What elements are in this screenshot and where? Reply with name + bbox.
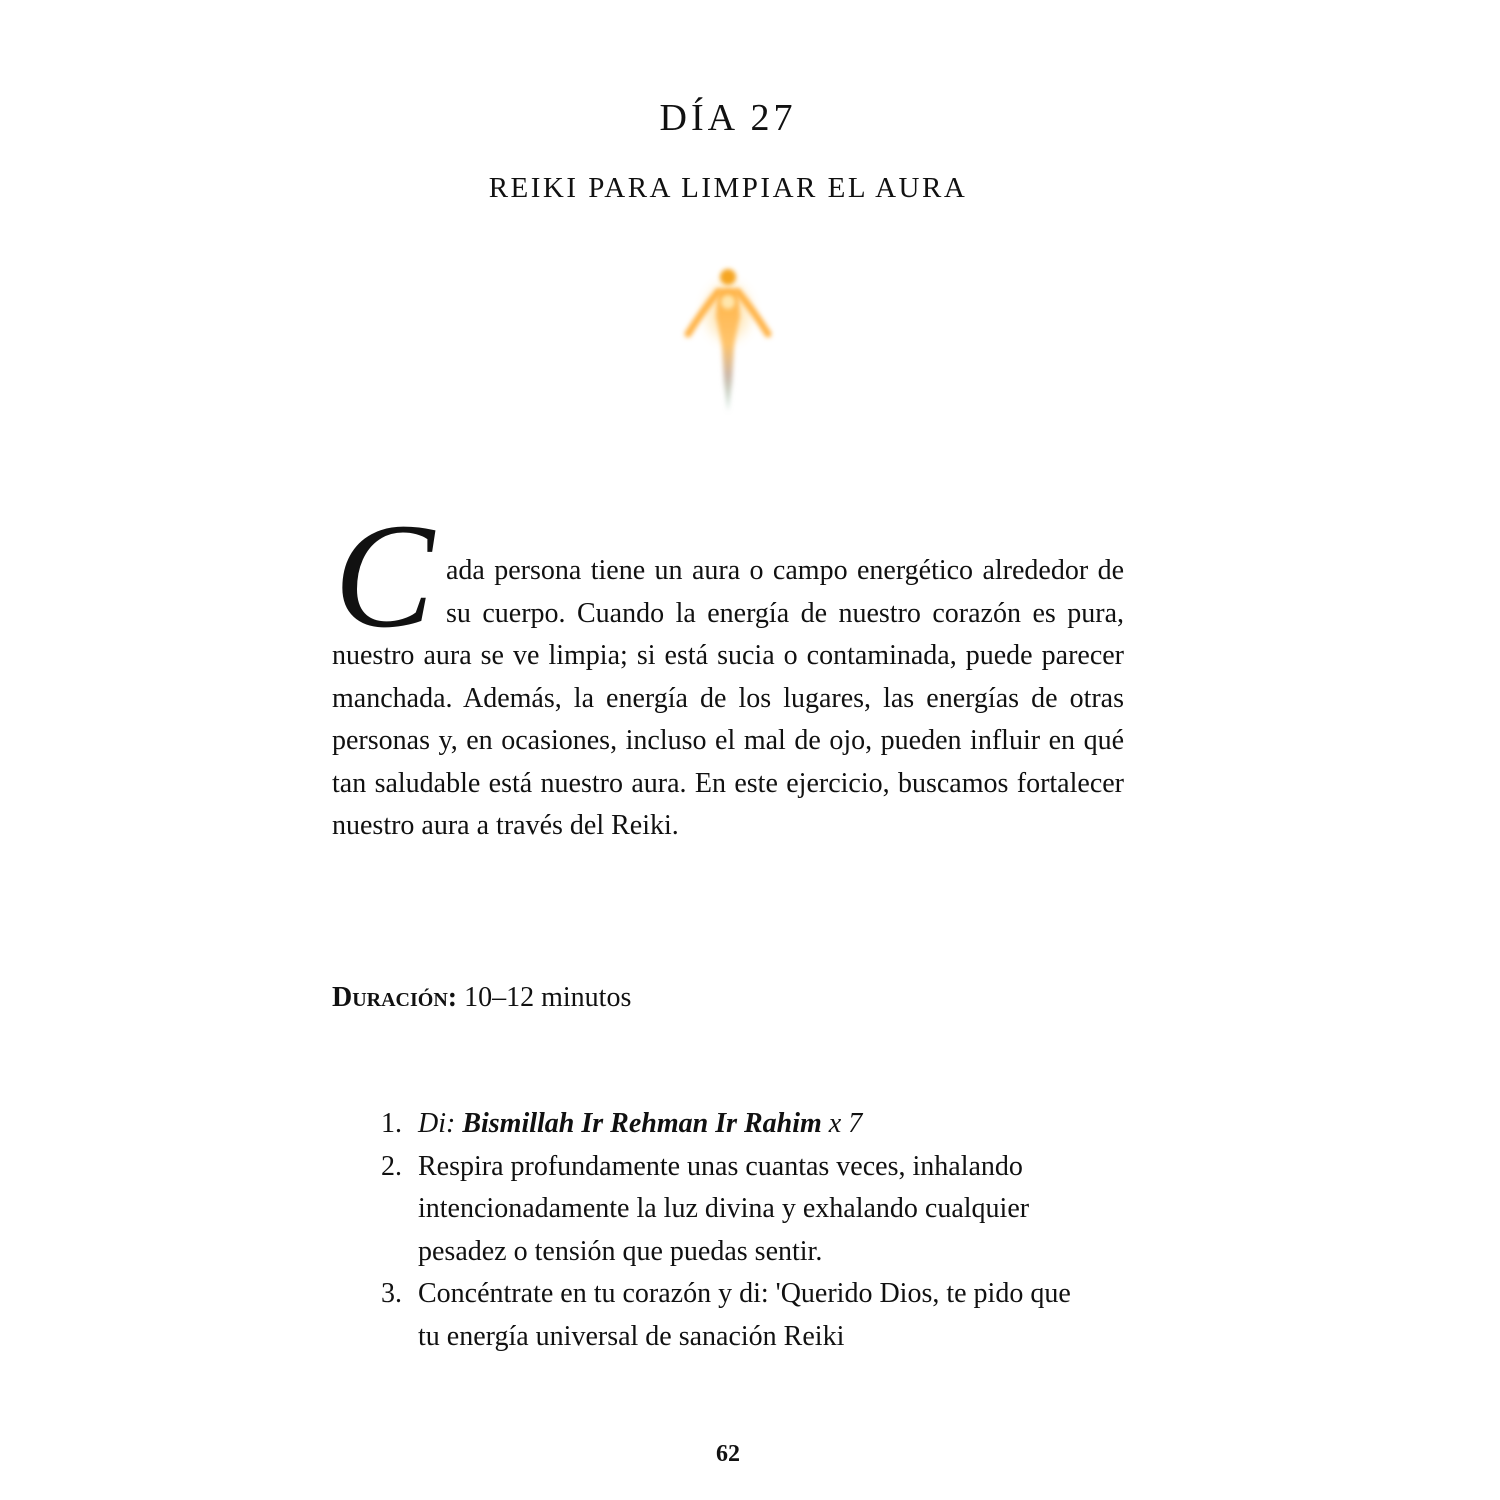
chapter-subtitle: REIKI PARA LIMPIAR EL AURA <box>488 172 968 204</box>
dropcap-letter <box>332 514 446 632</box>
step-emphasis: Bismillah Ir Rehman Ir Rahim <box>462 1108 822 1139</box>
intro-paragraph <box>332 514 1124 848</box>
duration-line <box>332 978 631 1018</box>
list-item <box>375 1273 1075 1358</box>
step-suffix: x 7 <box>821 1108 863 1139</box>
list-item <box>375 1146 1075 1274</box>
dropcap-glyph: C <box>334 514 435 632</box>
step-prefix: Di: <box>418 1108 463 1139</box>
chapter-day-title: DÍA 27 <box>659 97 797 139</box>
intro-text: ada persona tiene un aura o campo energético alrededor de su cuerpo. Cuando la energía de nuestro corazón es pura, nuestro aura se ve limpia; si está sucia o contaminada, puede parecer manchada. Además, la energía de los lugares, las energías de otras personas y, en ocasiones, incluso el mal de ojo, pueden influir en qué tan saludable está nuestro aura. En este ejercicio, buscamos fortalecer nuestro aura a través del Reiki. <box>332 555 1124 841</box>
step-number: 3. <box>381 1278 402 1309</box>
step-number: 1. <box>381 1108 402 1139</box>
list-item <box>375 1103 1075 1146</box>
step-number: 2. <box>381 1150 402 1182</box>
steps-list <box>375 1103 1075 1358</box>
duration-value: 10–12 minutos <box>457 982 632 1013</box>
step-text: Respira profundamente unas cuantas veces, inhalando intencionadamente la luz divina y exhalando cualquier pesadez o tensión que puedas sentir. <box>418 1150 1030 1267</box>
page-number: 62 <box>716 1441 740 1467</box>
duration-label: Duración: <box>332 982 458 1013</box>
glowing-figure-icon <box>678 262 778 427</box>
step-text: Concéntrate en tu corazón y di: 'Querido Dios, te pido que tu energía universal de sanación Reiki <box>418 1278 1071 1352</box>
